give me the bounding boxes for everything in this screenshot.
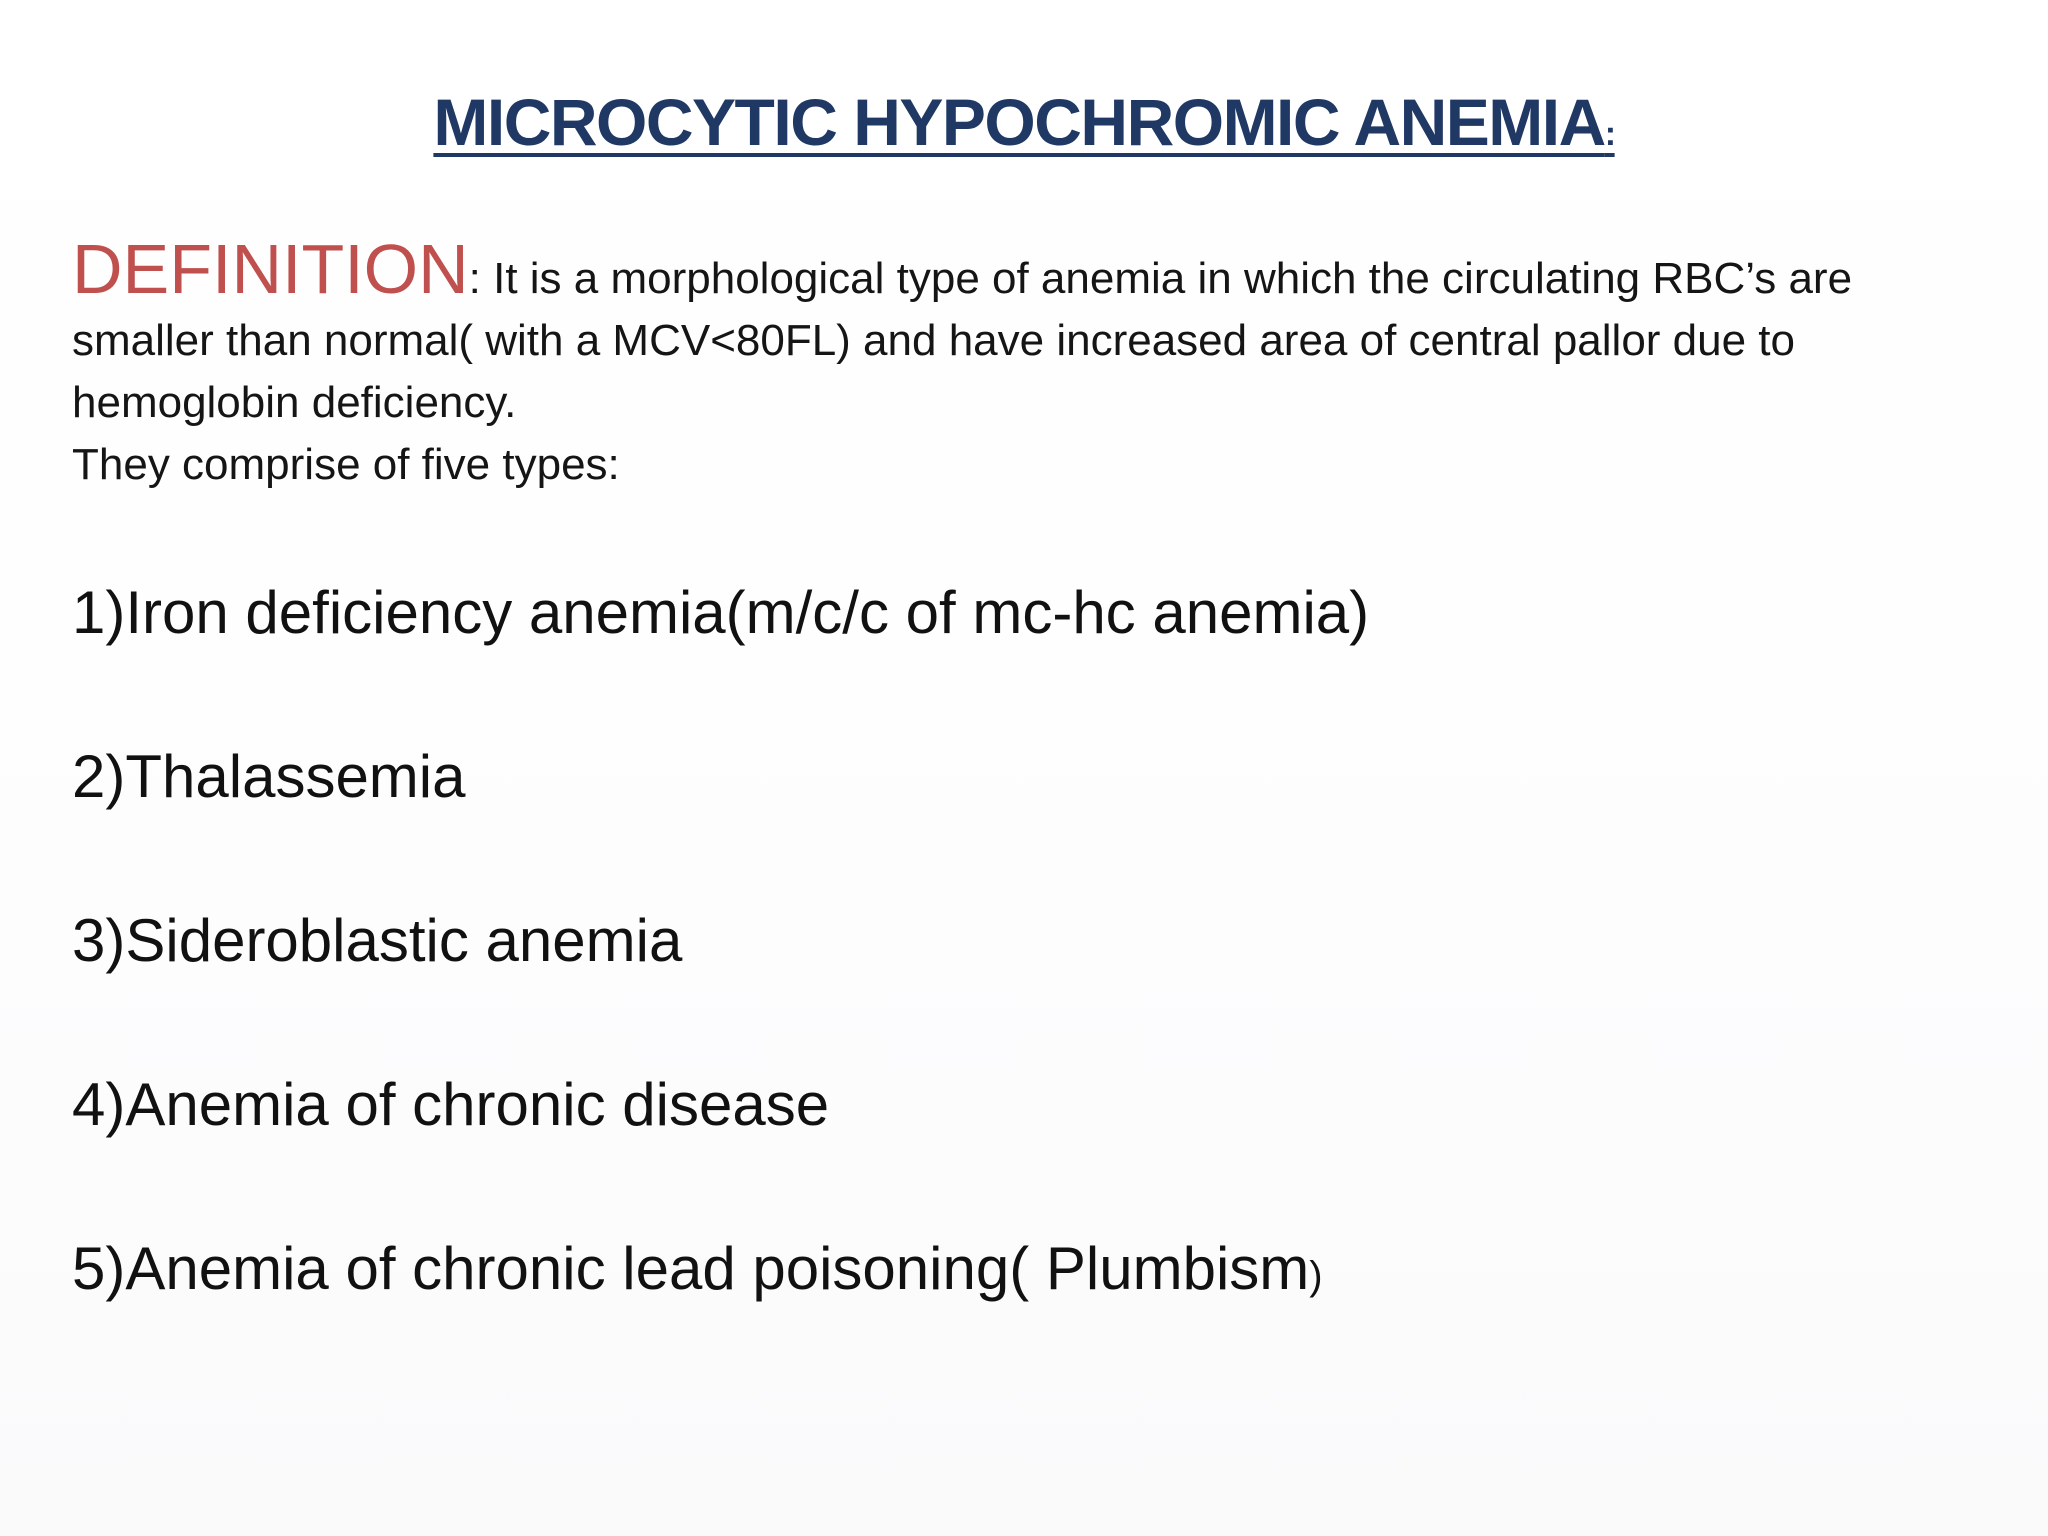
list-item xyxy=(72,742,1972,812)
definition-paragraph xyxy=(72,230,1972,496)
anemia-types-list xyxy=(72,578,1972,1398)
list-item xyxy=(72,578,1972,648)
type-5-text: 5)Anemia of chronic lead poisoning( Plumbism xyxy=(72,1235,1310,1302)
slide-title-colon: : xyxy=(1604,115,1615,153)
list-item xyxy=(72,906,1972,976)
type-2-text: 2)Thalassemia xyxy=(72,743,466,810)
type-3-text: 3)Sideroblastic anemia xyxy=(72,907,683,974)
type-1-text: 1)Iron deficiency anemia(m/c/c of mc-hc anemia) xyxy=(72,579,1370,646)
type-4-text: 4)Anemia of chronic disease xyxy=(72,1071,830,1138)
slide-title xyxy=(433,86,1614,159)
list-item xyxy=(72,1234,1972,1304)
definition-text: : It is a morphological type of anemia in which the circulating RBC’s are smaller than normal( with a MCV<80FL) and have increased area of central pallor due to hemoglobin deficiency. xyxy=(72,254,1853,427)
slide-title-text: MICROCYTIC HYPOCHROMIC ANEMIA xyxy=(433,85,1605,159)
type-5-closing-paren: ) xyxy=(1309,1254,1323,1298)
title-container xyxy=(0,86,2048,159)
definition-label: DEFINITION xyxy=(72,230,469,308)
types-intro: They comprise of five types: xyxy=(72,440,620,489)
list-item xyxy=(72,1070,1972,1140)
